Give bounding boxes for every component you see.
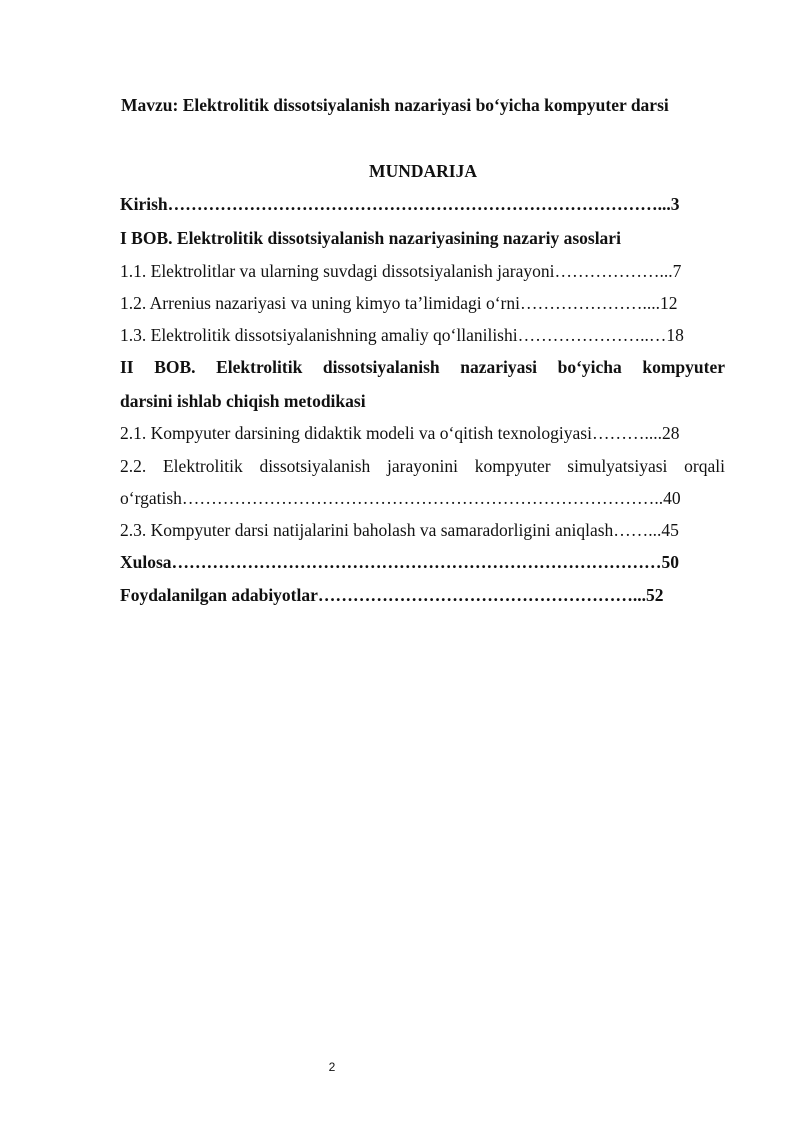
toc-entry-1-1: 1.1. Elektrolitlar va ularning suvdagi dissotsiyalanish jarayoni………………...7 <box>120 261 682 281</box>
toc-chapter-2-line-2: darsini ishlab chiqish metodikasi <box>120 391 366 411</box>
toc-entry-adabiyotlar: Foydalanilgan adabiyotlar………………………………………………...52 <box>120 585 664 605</box>
toc-title: MUNDARIJA <box>369 161 477 181</box>
toc-entry-2-3: 2.3. Kompyuter darsi natijalarini baholash va samaradorligini aniqlash……...45 <box>120 520 679 540</box>
page-number: 2 <box>328 1060 336 1074</box>
toc-chapter-1: I BOB. Elektrolitik dissotsiyalanish nazariyasining nazariy asoslari <box>120 228 621 248</box>
toc-entry-2-1: 2.1. Kompyuter darsining didaktik modeli va o‘qitish texnologiyasi………....28 <box>120 423 680 443</box>
toc-entry-xulosa: Xulosa…………………………………………………………………………50 <box>120 552 680 572</box>
topic-heading: Mavzu: Elektrolitik dissotsiyalanish nazariyasi bo‘yicha kompyuter darsi <box>121 95 669 115</box>
toc-chapter-2-line-1: II BOB. Elektrolitik dissotsiyalanish nazariyasi bo‘yicha kompyuter <box>120 357 725 377</box>
toc-entry-2-2-line-2: o‘rgatish………………………………………………………………………..40 <box>120 488 681 508</box>
toc-entry-2-2-line-1: 2.2. Elektrolitik dissotsiyalanish jarayonini kompyuter simulyatsiyasi orqali <box>120 456 725 476</box>
toc-entry-1-3: 1.3. Elektrolitik dissotsiyalanishning amaliy qo‘llanilishi…………………..…18 <box>120 325 684 345</box>
toc-entry-kirish: Kirish…………………………………………………………………………...3 <box>120 194 680 214</box>
toc-entry-1-2: 1.2. Arrenius nazariyasi va uning kimyo ta’limidagi o‘rni…………………....12 <box>120 293 678 313</box>
